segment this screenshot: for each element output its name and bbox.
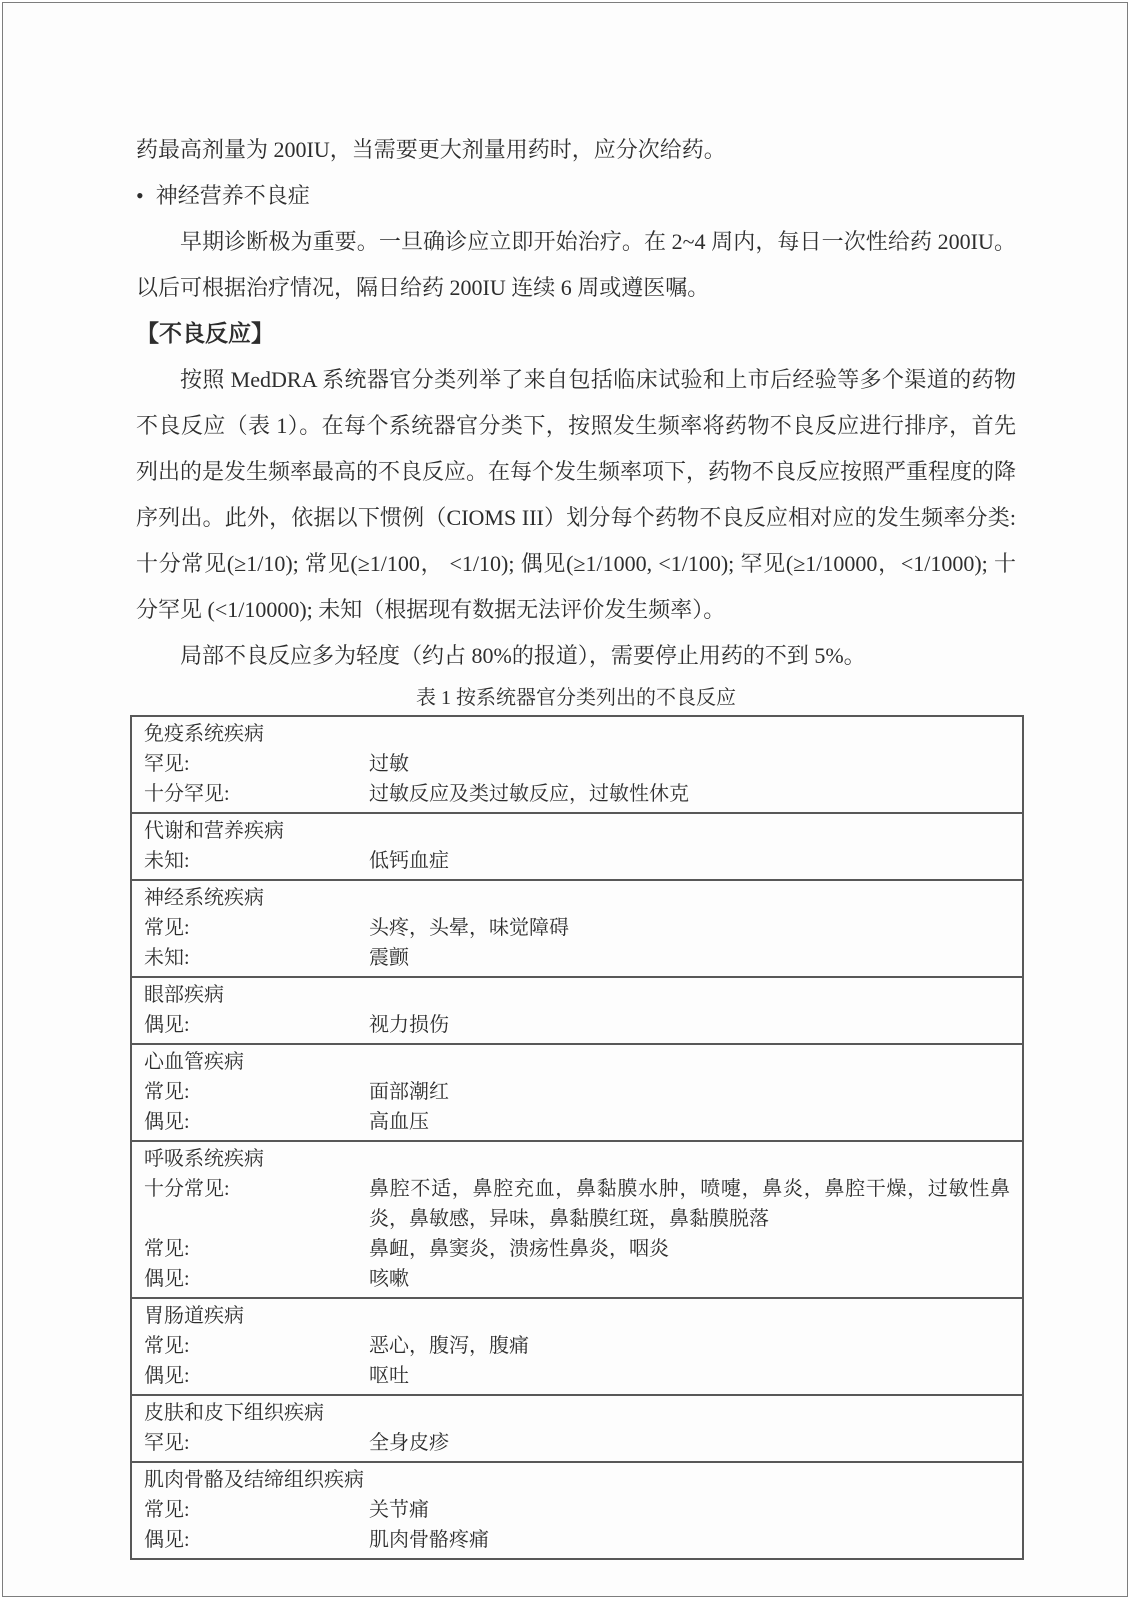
frequency-label: 罕见: <box>144 1432 190 1454</box>
soc-header: 神经系统疾病 <box>144 887 264 909</box>
frequency-label: 常见: <box>144 1081 190 1103</box>
soc-header: 胃肠道疾病 <box>144 1305 244 1327</box>
bullet-item-label: 神经营养不良症 <box>155 183 310 208</box>
soc-header: 免疫系统疾病 <box>144 723 264 745</box>
soc-section <box>132 1297 1022 1394</box>
paragraph-early-diagnosis: 早期诊断极为重要。一旦确诊应立即开始治疗。在 2~4 周内，每日一次性给药 200IU。以后可根据治疗情况，隔日给药 200IU 连续 6 周或遵医嘱。 <box>136 229 1016 300</box>
reaction-list: 过敏反应及类过敏反应，过敏性休克 <box>369 783 689 805</box>
frequency-label: 偶见: <box>144 1014 190 1036</box>
soc-header: 皮肤和皮下组织疾病 <box>144 1402 324 1424</box>
frequency-label: 偶见: <box>144 1111 190 1133</box>
reaction-list: 头疼，头晕，味觉障碍 <box>369 917 569 939</box>
table-row <box>132 1174 1022 1234</box>
soc-section <box>132 976 1022 1043</box>
frequency-label: 常见: <box>144 917 190 939</box>
reaction-list: 过敏 <box>369 753 409 775</box>
soc-section <box>132 717 1022 812</box>
table-row <box>132 1495 1022 1525</box>
reaction-list: 鼻腔不适，鼻腔充血，鼻黏膜水肿，喷嚏，鼻炎，鼻腔干燥，过敏性鼻炎，鼻敏感，异味，鼻黏膜红斑，鼻黏膜脱落 <box>369 1178 1010 1230</box>
frequency-label: 偶见: <box>144 1268 190 1290</box>
reaction-list: 低钙血症 <box>369 850 449 872</box>
paragraph-meddra-classification: 按照 MedDRA 系统器官分类列举了来自包括临床试验和上市后经验等多个渠道的药物不良反应（表 1）。在每个系统器官分类下，按照发生频率将药物不良反应进行排序，首先列出的是发生频率最高的不良反应。在每个发生频率项下，药物不良反应按照严重程度的降序列出。此外，依据以下惯例（CIOMS III）划分每个药物不良反应相对应的发生频率分类: 十分常见(≥1/10); 常见(≥1/100， <1/10); 偶见(≥1/1000, <1/100); 罕见(≥1/10000，<1/1000); 十分罕见 (<1/10000); 未知（根据现有数据无法评价发生频率）。 <box>136 367 1017 622</box>
reaction-list: 视力损伤 <box>369 1014 449 1036</box>
bullet-icon: • <box>136 183 144 208</box>
reaction-list: 鼻衄，鼻窦炎，溃疡性鼻炎，咽炎 <box>369 1238 669 1260</box>
soc-section <box>132 1043 1022 1140</box>
table-row <box>132 1331 1022 1361</box>
bullet-item-neurotrophic <box>136 173 1016 219</box>
table-row <box>132 1264 1022 1294</box>
reaction-list: 面部潮红 <box>369 1081 449 1103</box>
frequency-label: 十分常见: <box>144 1178 230 1200</box>
soc-section <box>132 1394 1022 1461</box>
heading-adverse-reactions: 【不良反应】 <box>136 321 274 346</box>
frequency-label: 偶见: <box>144 1365 190 1387</box>
reaction-list: 全身皮疹 <box>369 1432 449 1454</box>
table-row <box>132 1428 1022 1458</box>
table-row <box>132 846 1022 876</box>
soc-header: 肌肉骨骼及结缔组织疾病 <box>144 1469 364 1491</box>
soc-section <box>132 879 1022 976</box>
soc-header: 心血管疾病 <box>144 1051 244 1073</box>
reaction-list: 高血压 <box>369 1111 429 1133</box>
table-row <box>132 1077 1022 1107</box>
frequency-label: 常见: <box>144 1335 190 1357</box>
reaction-list: 咳嗽 <box>369 1268 409 1290</box>
soc-header: 代谢和营养疾病 <box>144 820 284 842</box>
reaction-list: 关节痛 <box>369 1499 429 1521</box>
table-row <box>132 1107 1022 1137</box>
adverse-reactions-table <box>130 715 1024 1560</box>
reaction-list: 恶心，腹泻，腹痛 <box>369 1335 529 1357</box>
table-row <box>132 1525 1022 1555</box>
table-caption: 表 1 按系统器官分类列出的不良反应 <box>416 687 736 709</box>
frequency-label: 罕见: <box>144 753 190 775</box>
table-row <box>132 1234 1022 1264</box>
table-row <box>132 943 1022 973</box>
paragraph-local-reactions: 局部不良反应多为轻度（约占 80%的报道），需要停止用药的不到 5%。 <box>180 643 866 668</box>
table-row <box>132 1010 1022 1040</box>
frequency-label: 十分罕见: <box>144 783 230 805</box>
table-row <box>132 749 1022 779</box>
paragraph-max-dose: 药最高剂量为 200IU，当需要更大剂量用药时，应分次给药。 <box>136 137 726 162</box>
soc-section <box>132 1140 1022 1297</box>
reaction-list: 震颤 <box>369 947 409 969</box>
frequency-label: 未知: <box>144 947 190 969</box>
frequency-label: 未知: <box>144 850 190 872</box>
soc-section <box>132 812 1022 879</box>
table-row <box>132 913 1022 943</box>
soc-header: 眼部疾病 <box>144 984 224 1006</box>
soc-section <box>132 1461 1022 1558</box>
reaction-list: 肌肉骨骼疼痛 <box>369 1529 489 1551</box>
document-page <box>2 2 1128 1597</box>
frequency-label: 偶见: <box>144 1529 190 1551</box>
table-row <box>132 1361 1022 1391</box>
table-row <box>132 779 1022 809</box>
page-content <box>136 127 1016 1560</box>
frequency-label: 常见: <box>144 1238 190 1260</box>
frequency-label: 常见: <box>144 1499 190 1521</box>
reaction-list: 呕吐 <box>369 1365 409 1387</box>
soc-header: 呼吸系统疾病 <box>144 1148 264 1170</box>
